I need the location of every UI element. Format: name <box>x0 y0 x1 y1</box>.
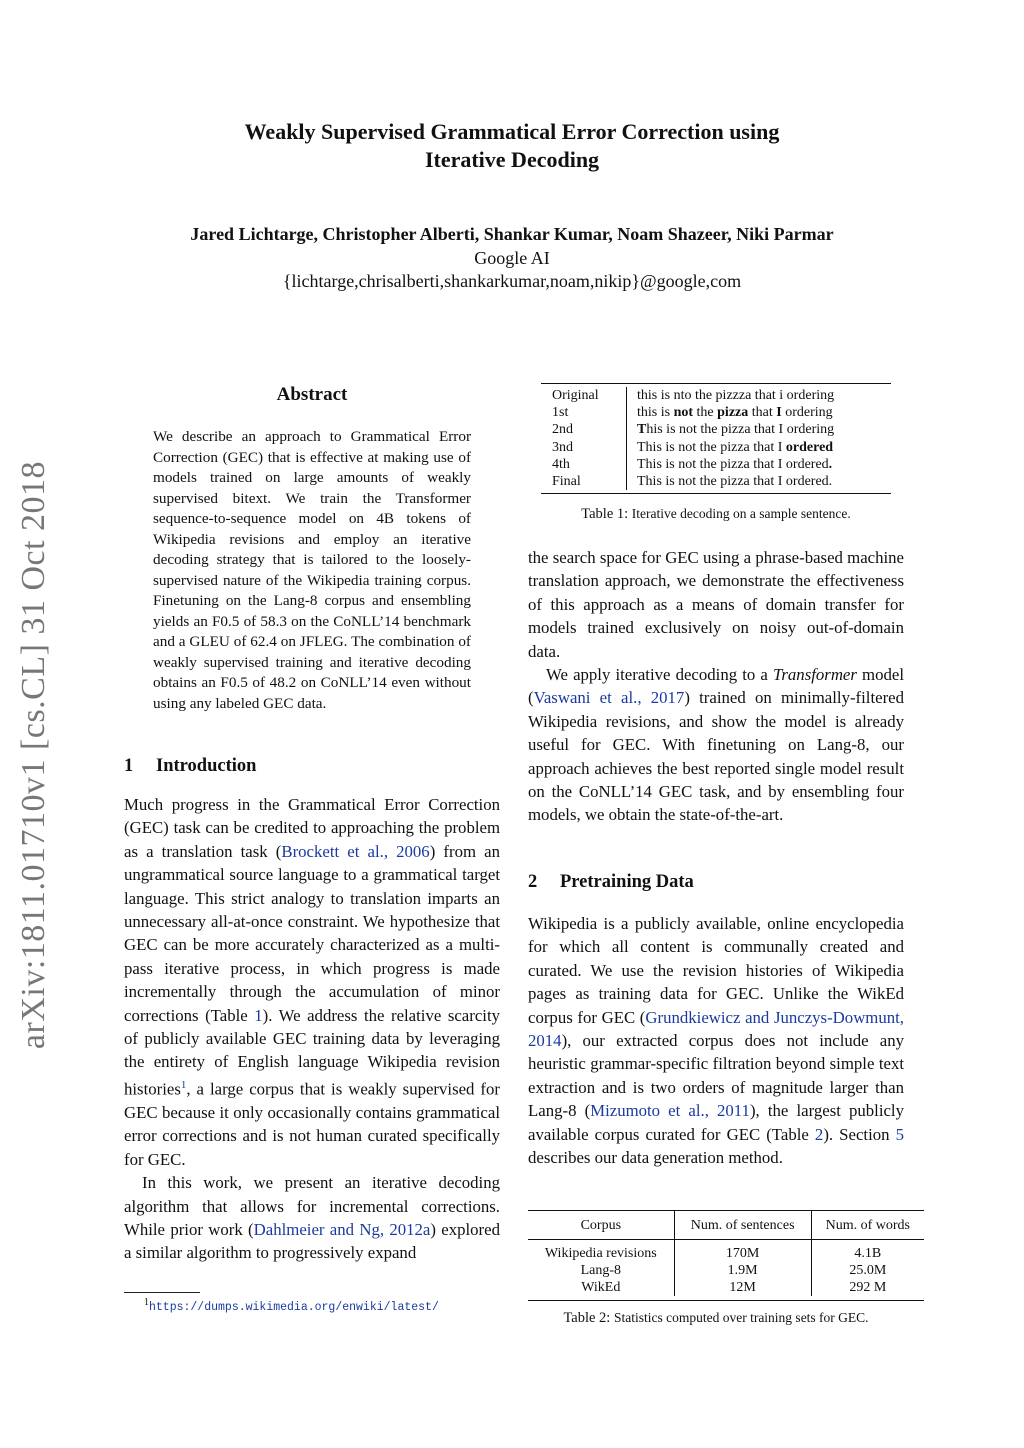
paragraph: We apply iterative decoding to a Transformer model (Vaswani et al., 2017) trained on minimally-filtered Wikipedia revisions, and show the model is already useful for GEC. With finetuning on Lang-8, our approach achieves the best reported single model result on the CoNLL’14 GEC task, and by ensembling four models, we obtain the state-of-the-art. <box>528 665 905 825</box>
table-cell: Lang-8 <box>528 1262 674 1279</box>
citation-link[interactable]: Dahlmeier and Ng, 2012a <box>253 1219 431 1239</box>
table-cell: 170M <box>674 1240 811 1263</box>
table-row <box>552 473 834 490</box>
section-title: Pretraining Data <box>560 872 694 892</box>
section-number: 2 <box>528 872 538 892</box>
table-row <box>528 1279 924 1296</box>
paragraph: In this work, we present an iterative decoding algorithm that allows for incremental corrections. While prior work (Dahlmeier and Ng, 2012a) explored a similar algorithm to progressively expand <box>124 1173 500 1263</box>
author-emails: {lichtarge,chrisalberti,shankarkumar,noam,nikip}@google,com <box>282 271 742 291</box>
section-ref-link[interactable]: 5 <box>895 1124 904 1144</box>
table2-bottom-rule <box>528 1300 924 1301</box>
section-heading-pretraining <box>528 872 904 893</box>
footnote-mark: 1 <box>144 1297 149 1308</box>
column-header: Corpus <box>528 1211 674 1240</box>
paragraph: the search space for GEC using a phrase-based machine translation approach, we demonstrate the effectiveness of this approach as a means of domain transfer for models trained exclusively on noisy out-of-domain data. <box>528 548 904 661</box>
table-cell: 1.9M <box>674 1262 811 1279</box>
section-title: Introduction <box>156 756 257 776</box>
sentence-cell: this is not the pizza that I ordering <box>637 405 833 421</box>
section-heading-introduction <box>124 756 500 777</box>
citation-link[interactable]: Brockett et al., 2006 <box>281 841 430 861</box>
paper-title <box>0 118 1024 174</box>
iteration-label: 3nd <box>552 439 627 456</box>
pretraining-body <box>528 912 904 1169</box>
caption-label: Table 2: <box>563 1310 611 1326</box>
footnote <box>144 1297 439 1314</box>
column-header: Num. of sentences <box>674 1211 811 1240</box>
table2 <box>528 1211 924 1296</box>
citation-link[interactable]: Mizumoto et al., 2011 <box>590 1101 750 1121</box>
footnote-marker[interactable]: 1 <box>180 1078 187 1091</box>
citation-link[interactable]: Vaswani et al., 2017 <box>533 688 685 708</box>
introduction-continued <box>528 546 904 827</box>
table-row <box>528 1262 924 1279</box>
abstract-heading: Abstract <box>276 384 348 405</box>
iteration-label: Final <box>552 473 627 490</box>
sentence-cell: This is not the pizza that I ordered <box>637 439 834 455</box>
iteration-label: 2nd <box>552 421 627 438</box>
section-number: 1 <box>124 756 134 776</box>
arxiv-identifier: arXiv:1811.01710v1 [cs.CL] 31 Oct 2018 <box>15 460 52 1050</box>
affiliation: Google AI <box>474 248 550 268</box>
paper-title-line1: Weakly Supervised Grammatical Error Correction using <box>244 119 780 144</box>
iteration-label: 1st <box>552 404 627 421</box>
table-row <box>552 387 834 404</box>
table-row <box>552 421 834 438</box>
sentence-cell: This is not the pizza that I ordered. <box>637 456 833 472</box>
footnote-url-link[interactable]: https://dumps.wikimedia.org/enwiki/latest/ <box>149 1300 439 1314</box>
table-ref-link[interactable]: 1 <box>254 1005 263 1025</box>
table-cell: WikEd <box>528 1279 674 1296</box>
table-cell: 4.1B <box>854 1246 882 1261</box>
author-list: Jared Lichtarge, Christopher Alberti, Shankar Kumar, Noam Shazeer, Niki Parmar <box>190 224 834 244</box>
caption-text: Iterative decoding on a sample sentence. <box>631 506 851 521</box>
paragraph: Much progress in the Grammatical Error Correction (GEC) task can be credited to approaching the problem as a translation task (Brockett et al., 2006) from an ungrammatical source language to a grammatical target language. This strict analogy to translation imparts an unnecessary all-at-once constraint. We hypothesize that GEC can be more accurately characterized as a multi-pass iterative process, in which progress is made incrementally through the accumulation of minor corrections (Table 1). We address the relative scarcity of publicly available GEC training data by leveraging the entirety of English language Wikipedia revision histories$^1$, a large corpus that is weakly supervised for GEC because it only occasionally contains grammatical error corrections and is not human curated specifically for GEC. <box>124 795 501 1169</box>
table-cell: 25.0M <box>849 1263 887 1278</box>
table-header-row <box>528 1211 924 1240</box>
iteration-label: Original <box>552 387 627 404</box>
table1-bottom-rule <box>541 493 891 494</box>
table1 <box>552 387 834 490</box>
table-cell: Wikipedia revisions <box>528 1240 674 1263</box>
table2-caption <box>528 1310 904 1327</box>
paragraph: Wikipedia is a publicly available, online encyclopedia for which all content is communally created and curated. We use the revision histories of Wikipedia pages as training data for GEC. Unlike the WikEd corpus for GEC (Grundkiewicz and Junczys-Dowmunt, 2014), our extracted corpus does not include any heuristic grammar-specific filtration beyond simple text extraction and is two orders of magnitude larger than Lang-8 (Mizumoto et al., 2011), the largest publicly available corpus curated for GEC (Table 2). Section 5 describes our data generation method. <box>528 914 905 1168</box>
paper-title-line2: Iterative Decoding <box>424 147 600 172</box>
table-ref-link[interactable]: 2 <box>814 1124 824 1144</box>
introduction-body <box>124 793 500 1265</box>
iteration-label: 4th <box>552 456 627 473</box>
table-row <box>552 404 834 421</box>
table-row <box>528 1240 924 1263</box>
abstract-text: We describe an approach to Grammatical Error Correction (GEC) that is effective at making use of models trained on large amounts of weakly supervised bitext. We train the Transformer sequence-to-sequence model on 4B tokens of Wikipedia revisions and employ an iterative decoding strategy that is tailored to the loosely-supervised nature of the Wikipedia training corpus. Finetuning on the Lang-8 corpus and ensembling yields an F0.5 of 58.3 on the CoNLL’14 benchmark and a GLEU of 62.4 on JFLEG. The combination of weakly supervised training and iterative decoding obtains an F0.5 of 48.2 on CoNLL’14 even without using any labeled GEC data. <box>153 428 471 712</box>
sentence-cell: This is not the pizza that I ordered. <box>637 474 833 490</box>
sentence-cell: This is not the pizza that I ordering <box>637 422 835 438</box>
table1-caption <box>528 506 904 523</box>
column-header: Num. of words <box>811 1211 924 1240</box>
caption-text: Statistics computed over training sets for GEC. <box>613 1310 869 1325</box>
table-row <box>552 439 834 456</box>
table-cell: 12M <box>674 1279 811 1296</box>
caption-label: Table 1: <box>581 506 629 522</box>
table1-top-rule <box>541 383 891 384</box>
footnote-rule <box>124 1292 200 1293</box>
table-row <box>552 456 834 473</box>
sentence-cell: this is nto the pizzza that i ordering <box>637 388 835 403</box>
table-cell: 292 M <box>849 1280 887 1295</box>
citation-link[interactable]: Grundkiewicz and Junczys-Dowmunt, 2014 <box>528 1007 905 1051</box>
